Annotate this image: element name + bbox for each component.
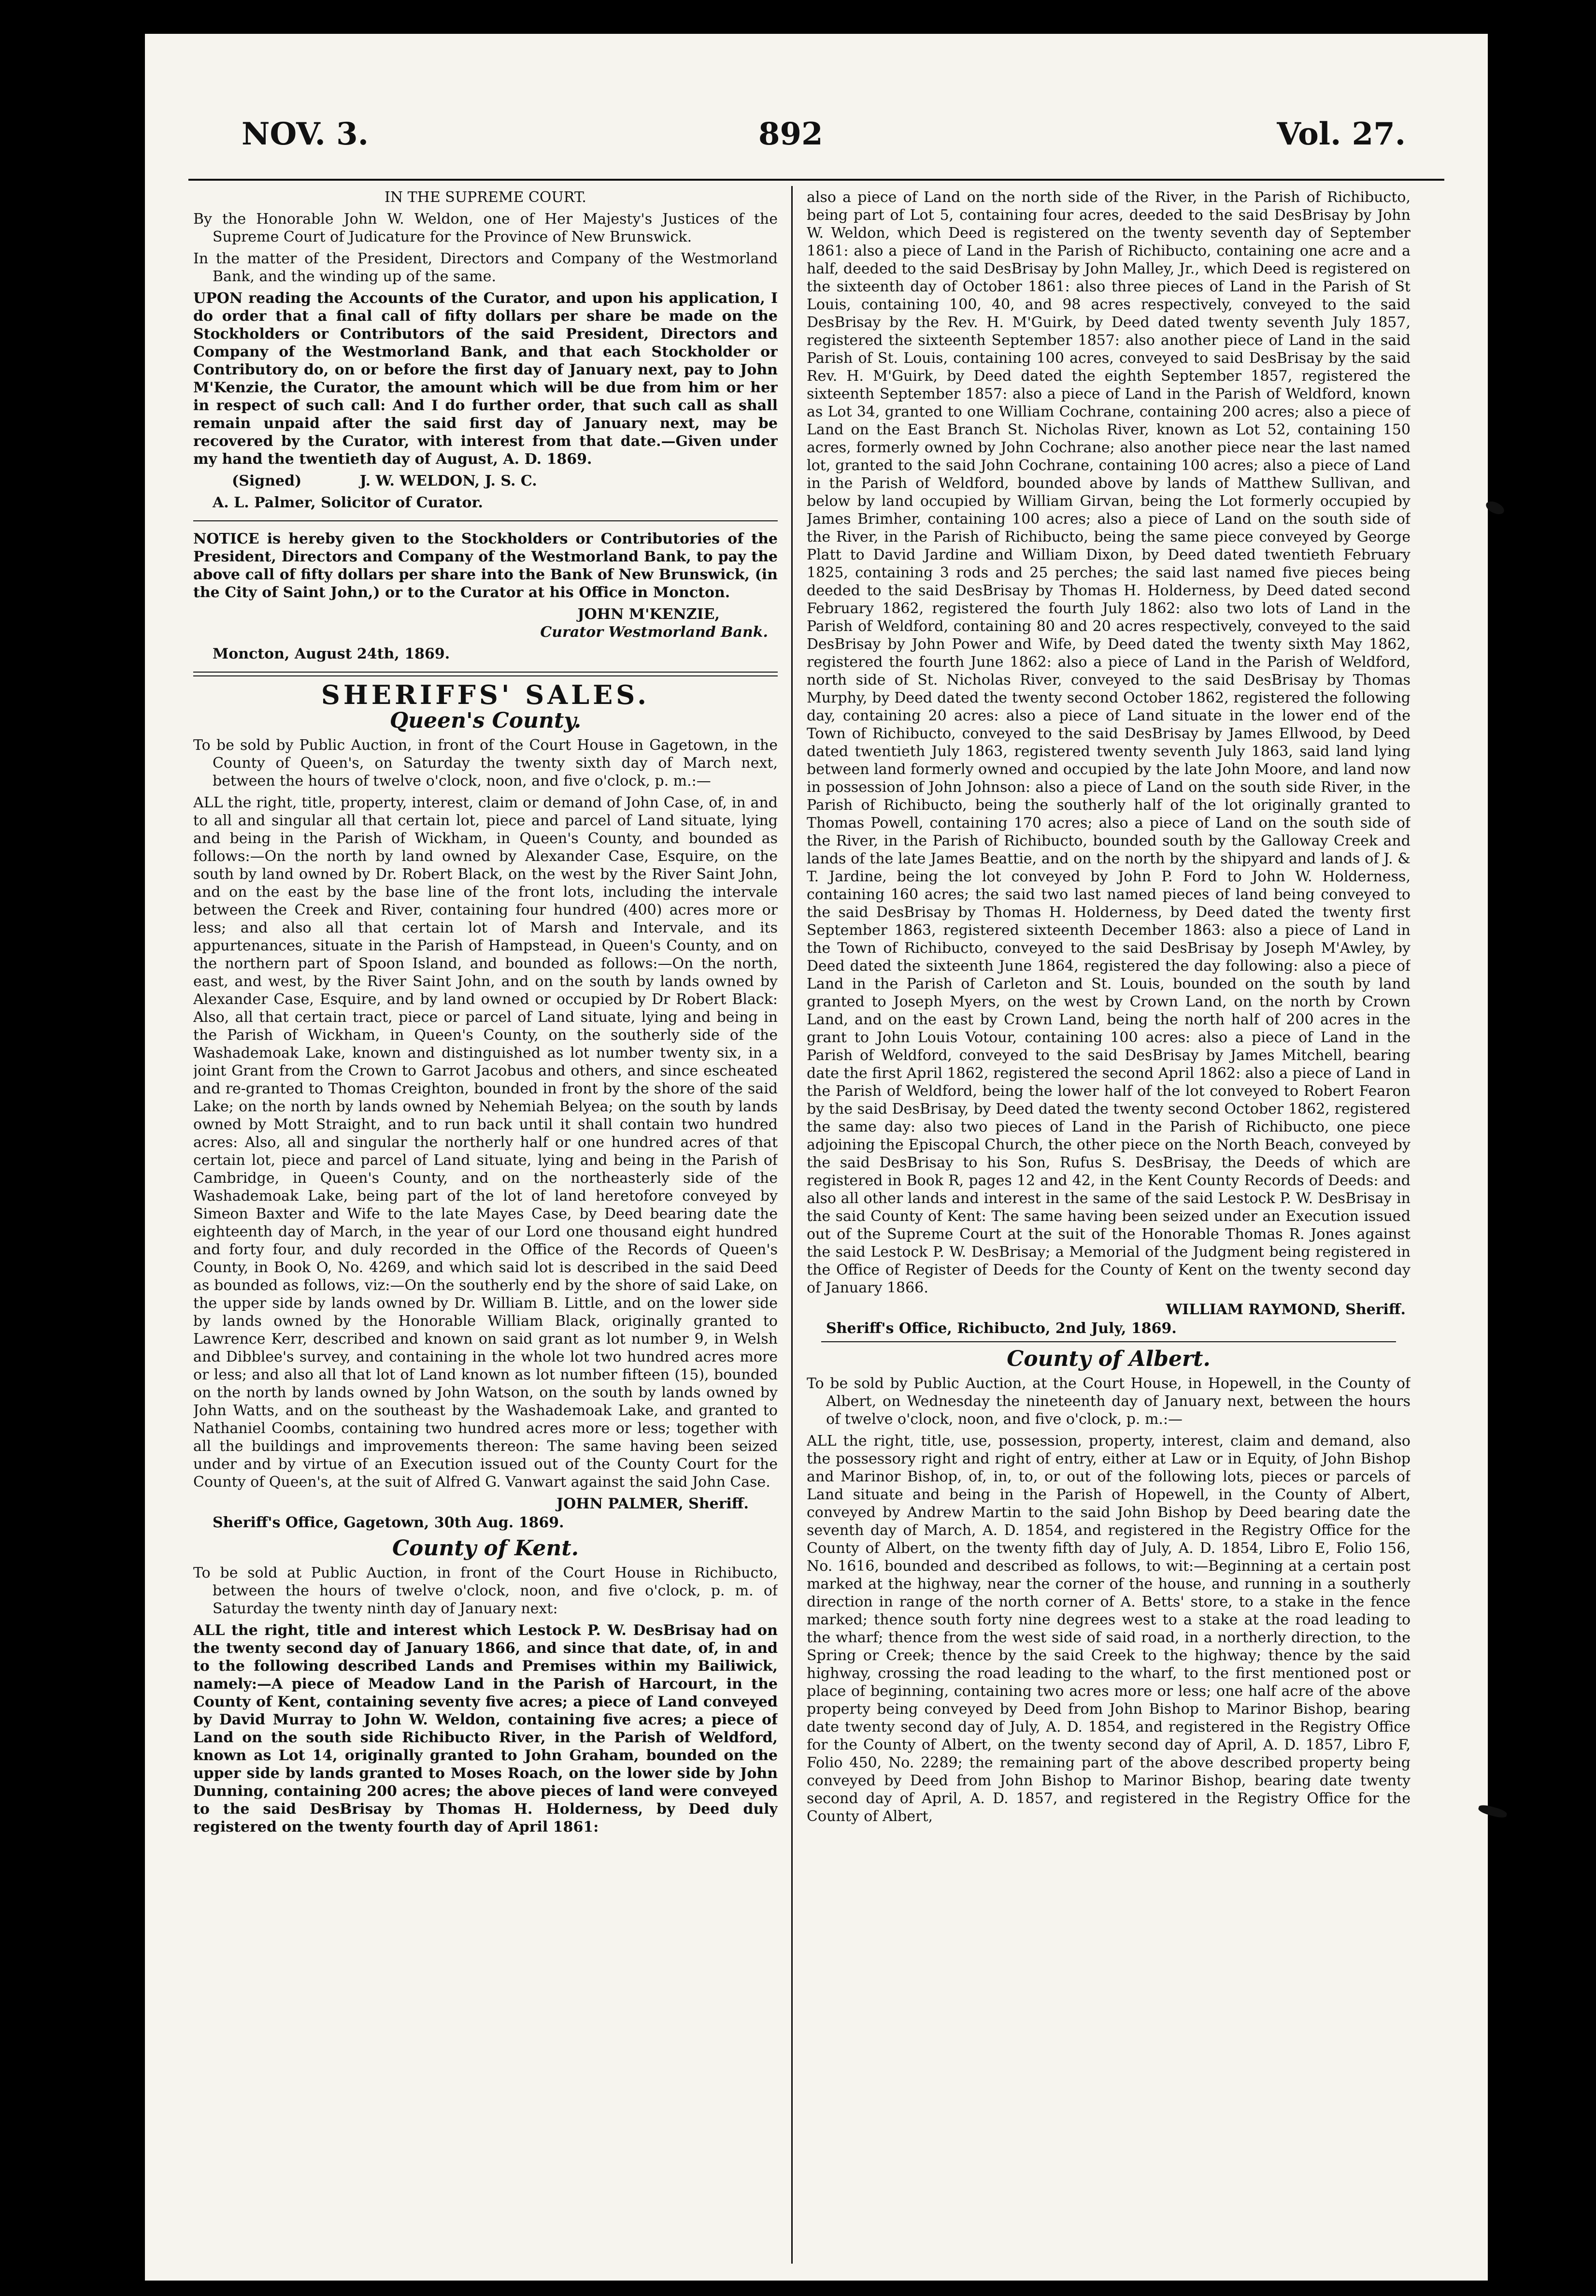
right-column: [807, 188, 1411, 2266]
section-separator-double: [193, 672, 778, 676]
notice-name: JOHN M'KENZIE,: [577, 606, 720, 623]
header-page-number: 892: [758, 116, 823, 152]
kent-continuation: also a piece of Land on the north side of the River, in the Parish of Richibucto, being part of Lot 5, containing four acres, deeded to the said DesBrisay by John W. Weldon, which Deed is registered on the twenty seventh day of September 1861: also a piece of Land in the Parish of Richibucto, containing one acre and a half, deeded to the said DesBrisay by John Malley, Jr., which Deed is registered on the sixteenth day of October 1861: also three pieces of Land in the Parish of St Louis, containing 100, 40, and 98 acres respectively, conveyed to the said DesBrisay by the Rev. H. M'Guirk, by Deed dated twenty seventh July 1857, registered the sixteenth September 1857: also another piece of Land in the said Parish of St. Louis, containing 100 acres, conveyed to said DesBrisay by the said Rev. H. M'Guirk, by Deed dated the eighth September 1857, registered the sixteenth September 1857: also a piece of Land in the Parish of Weldford, known as Lot 34, granted to one William Cochrane, containing 200 acres; also a piece of Land on the East Branch St. Nicholas River, known as Lot 52, containing 150 acres, formerly owned by John Cochrane; also another piece near the last named lot, granted to the said John Cochrane, containing 100 acres; also a piece of Land in the Parish of Weldford, bounded above by lands of Matthew Sullivan, and below by land occupied by William Girvan, being the Lot formerly occupied by James Brimher, containing 100 acres; also a piece of Land on the south side of the River, in the Parish of Richibucto, being the same piece conveyed by George Platt to David Jardine and William Dixon, by Deed dated twentieth February 1825, containing 3 rods and 25 perches; the said last named five pieces being deeded to the said DesBrisay by Thomas H. Holderness, by Deed dated second February 1862, registered the fourth July 1862: also two lots of Land in the Parish of Weldford, containing 80 and 20 acres respectively, conveyed to the said DesBrisay by John Power and Wife, by Deed dated the twenty sixth May 1862, registered the fourth June 1862: also a piece of Land in the Parish of Weldford, north side of St. Nicholas River, conveyed to the said DesBrisay by Thomas Murphy, by Deed dated the twenty second October 1862, registered the following day, containing 20 acres: also a piece of Land situate in the lower end of the Town of Richibucto, conveyed to the said DesBrisay by James Ellwood, by Deed dated twentieth July 1863, registered twenty seventh July 1863, said land lying between land formerly owned and occupied by the late John Moore, and land now in possession of John Johnson: also a piece of Land on the south side River, in the Parish of Richibucto, being the southerly half of the lot originally granted to Thomas Powell, containing 170 acres; also a piece of Land on the south side of the River, in the Parish of Richibucto, bounded south by the Galloway Creek and lands of the late James Beattie, and on the north by the shipyard and lands of J. & T. Jardine, being the lot conveyed by John P. Ford to John W. Holderness, containing 160 acres; the said two last named pieces of land being conveyed to the said DesBrisay by Thomas H. Holderness, by Deed dated the twenty first September 1863, registered sixteenth December 1863: also a piece of Land in the Town of Richibucto, conveyed to the said DesBrisay by Joseph M'Awley, by Deed dated the sixteenth June 1864, registered the day following: also a piece of Land in the Parish of Carleton and St. Louis, bounded on the south by land granted to Joseph Myers, on the west by Crown Land, on the north by Crown Land, and on the east by Crown Land, being the north half of 200 acres in the grant to John Louis Votour, containing 100 acres: also a piece of Land in the Parish of Weldford, conveyed to the said DesBrisay by James Mitchell, bearing date the first April 1862, registered the second April 1862: also a piece of Land in the Parish of Weldford, being the lower half of the lot conveyed to Robert Fearon by the said DesBrisay, by Deed dated the twenty second October 1862, registered the same day: also two pieces of Land in the Parish of Richibucto, one piece adjoining the Episcopal Church, the other piece on the North Beach, conveyed by the said DesBrisay to his Son, Rufus S. DesBrisay, the Deeds of which are registered in Book R, pages 12 and 42, in the Kent County Records of Deeds: and also all other lands and interest in the same of the said Lestock P. W. DesBrisay in the said County of Kent: The same having been seized under an Execution issued out of the Supreme Court at the suit of the Honorable Thomas R. Jones against the said Lestock P. W. DesBrisay; a Memorial of the Judgment being registered in the Office of Register of Deeds for the County of Kent on the twenty second day of January 1866.: [807, 189, 1411, 1296]
court-line-1: By the Honorable John W. Weldon, one of Her Majesty's Justices of the Supreme Court of Judicature for the Province of New Brunswick.: [193, 211, 778, 245]
queens-county-heading: Queen's County.: [389, 708, 582, 733]
kent-office: Sheriff's Office, Richibucto, 2nd July, 1869.: [826, 1320, 1177, 1337]
queens-body: ALL the right, title, property, interest, claim or demand of John Case, of, in and to all and singular all that certain lot, piece and parcel of Land situate, lying and being in the Parish of Wickham, in Queen's County, and bounded as follows:—On the north by land owned by Alexander Case, Esquire, on the south by land owned by Dr. Robert Black, on the west by the River Saint John, and on the east by the base line of the front lots, including the intervale between the Creek and River, containing four hundred (400) acres more or less; and also all that certain lot of Marsh and Intervale, and its appurtenances, situate in the Parish of Hampstead, in Queen's County, and on the northern part of Spoon Island, and bounded as follows:—On the north, east, and west, by the River Saint John, and on the south by lands owned by Alexander Case, Esquire, and by land owned or occupied by Dr Robert Black: Also, all that certain tract, piece or parcel of Land situate, lying and being in the Parish of Wickham, in Queen's County, on the southerly side of the Washademoak Lake, known and distinguished as lot number twenty six, in a joint Grant from the Crown to Garrot Jacobus and others, and since escheated and re-granted to Thomas Creighton, bounded in front by the shore of the said Lake; on the north by lands owned by Nehemiah Belyea; on the south by lands owned by Mott Straight, and to run back until it shall contain two hundred acres: Also, all and singular the northerly half or one hundred acres of that certain lot, piece and parcel of Land situate, lying and being in the Parish of Cambridge, in Queen's County, and on the northeasterly side of the Washademoak Lake, being part of the lot of land heretofore conveyed by Simeon Baxter and Wife to the late Mayes Case, by Deed bearing date the eighteenth day of March, in the year of our Lord one thousand eight hundred and forty four, and duly recorded in the Office of the Records of Queen's County, in Book O, No. 4269, and which said lot is described in the said Deed as bounded as follows, viz:—On the southerly end by the shore of said Lake, on the upper side by lands owned by Dr. William B. Little, and on the lower side by lands owned by the Honorable William Black, originally granted to Lawrence Kerr, described and known on said grant as lot number 9, in Welsh and Dibblee's survey, and containing in the whole lot two hundred acres more or less; and also all that lot of Land known as lot number fifteen (15), bounded on the north by lands owned by John Watson, on the south by lands owned by John Watts, and on the southeast by the Washademoak Lake, and granted to Nathaniel Coombs, containing two hundred acres more or less; together with all the buildings and improvements thereon: The same having been seized under and by virtue of an Execution issued out of the County Court for the County of Queen's, at the suit of Alfred G. Vanwart against the said John Case.: [193, 794, 778, 1491]
header-date: NOV. 3.: [242, 116, 369, 152]
notice-place-date: Moncton, August 24th, 1869.: [213, 646, 450, 662]
section-separator-right: [821, 1341, 1396, 1342]
header-volume: Vol. 27.: [1277, 116, 1406, 152]
queens-office: Sheriff's Office, Gagetown, 30th Aug. 1869.: [213, 1514, 564, 1531]
queens-intro: To be sold by Public Auction, in front of the Court House in Gagetown, in the County of Queen's, on Saturday the twenty sixth day of March next, between the hours of twelve o'clock, noon, and five o'clock, p. m.:—: [193, 737, 778, 789]
kent-sheriff: WILLIAM RAYMOND, Sheriff.: [1166, 1301, 1406, 1318]
notice-text: NOTICE is hereby given to the Stockholders or Contributories of the President, Directors and Company of the Westmorland Bank, to pay the above call of fifty dollars per share into the Bank of New Brunswick, (in the City of Saint John,) or to the Curator at his Office in Moncton.: [193, 531, 778, 601]
newspaper-page: [145, 34, 1488, 2281]
kent-county-heading: County of Kent.: [392, 1536, 579, 1561]
court-heading: IN THE SUPREME COURT.: [385, 189, 586, 206]
court-line-2: In the matter of the President, Directors and Company of the Westmorland Bank, and the winding up of the same.: [193, 250, 778, 285]
solicitor: A. L. Palmer, Solicitor of Curator.: [213, 494, 483, 511]
kent-intro: To be sold at Public Auction, in front of the Court House in Richibucto, between the hours of twelve o'clock, noon, and five o'clock, p. m. of Saturday the twenty ninth day of January next:: [193, 1564, 778, 1617]
sheriffs-sales-heading: SHERIFFS' SALES.: [321, 679, 650, 710]
albert-body: ALL the right, title, use, possession, property, interest, claim and demand, also the possessory right and right of entry, either at Law or in Equity, of John Bishop and Marinor Bishop, of, in, to, or out of the following lots, pieces or parcels of Land situate and being in the Parish of Hopewell, in the County of Albert, conveyed by Andrew Martin to the said John Bishop by Deed bearing date the seventh day of March, A. D. 1854, and registered in the Registry Office for the County of Albert, on the twenty fifth day of July, A. D. 1854, Libro E, Folio 156, No. 1616, bounded and described as follows, to wit:—Beginning at a certain post marked at the highway, near the corner of the house, and running in a southerly direction in range of the north corner of A. Betts' store, to a stake in the fence marked; thence south forty nine degrees west to a stake at the road leading to the wharf; thence from the west side of said road, in a northerly direction, to the Spring or Creek; thence by the said Creek to the highway; thence by the said highway, crossing the road leading to the wharf, to the first mentioned post or place of beginning, containing two acres more or less; one half acre of the above property being conveyed by Deed from John Bishop to Marinor Bishop, bearing date twenty second day of July, A. D. 1854, and registered in the Registry Office for the County of Albert, on the twenty second day of April, A. D. 1857, Libro F, Folio 450, No. 2289; the remaining part of the above described property being conveyed by Deed from John Bishop to Marinor Bishop, bearing date twenty second day of April, A. D. 1857, and registered in the Registry Office for the County of Albert,: [807, 1433, 1411, 1825]
kent-body: ALL the right, title and interest which Lestock P. W. DesBrisay had on the twenty second day of January 1866, and since that date, of, in and to the following described Lands and Premises within my Bailiwick, namely:—A piece of Meadow Land in the Parish of Harcourt, in the County of Kent, containing seventy five acres; a piece of Land conveyed by David Murray to John W. Weldon, containing five acres; a piece of Land on the south side Richibucto River, in the Parish of Weldford, known as Lot 14, originally granted to John Graham, bounded on the upper side by lands granted to Moses Roach, on the lower side by John Dunning, containing 200 acres; the above pieces of land were conveyed to the said DesBrisay by Thomas H. Holderness, by Deed duly registered on the twenty fourth day of April 1861:: [193, 1622, 778, 1836]
header-rule: [188, 179, 1444, 181]
left-column: [193, 188, 778, 2266]
signed-name: J. W. WELDON, J. S. C.: [359, 473, 537, 489]
page-header: [145, 116, 1488, 169]
signed-label: (Signed): [232, 473, 302, 489]
column-divider: [791, 186, 793, 2264]
queens-sheriff: JOHN PALMER, Sheriff.: [556, 1495, 749, 1512]
notice-title: Curator Westmorland Bank.: [540, 624, 768, 641]
court-signature: [193, 472, 778, 490]
albert-county-heading: County of Albert.: [1007, 1347, 1211, 1371]
court-order: UPON reading the Accounts of the Curator, and upon his application, I do order that a final call of fifty dollars per share be made on the Stockholders or Contributors of the said President, Directors and Company of the Westmorland Bank, and that each Stockholder or Contributory do, on or before the first day of January next, pay to John M'Kenzie, the Curator, the amount which will be due from him or her in respect of such call: And I do further order, that such call as shall remain unpaid after the said first day of January next, may be recovered by the Curator, with interest from that date.—Given under my hand the twentieth day of August, A. D. 1869.: [193, 290, 778, 468]
section-separator: [193, 520, 778, 521]
albert-intro: To be sold by Public Auction, at the Court House, in Hopewell, in the County of Albert, on Wednesday the nineteenth day of January next, between the hours of twelve o'clock, noon, and five o'clock, p. m.:—: [807, 1375, 1411, 1428]
